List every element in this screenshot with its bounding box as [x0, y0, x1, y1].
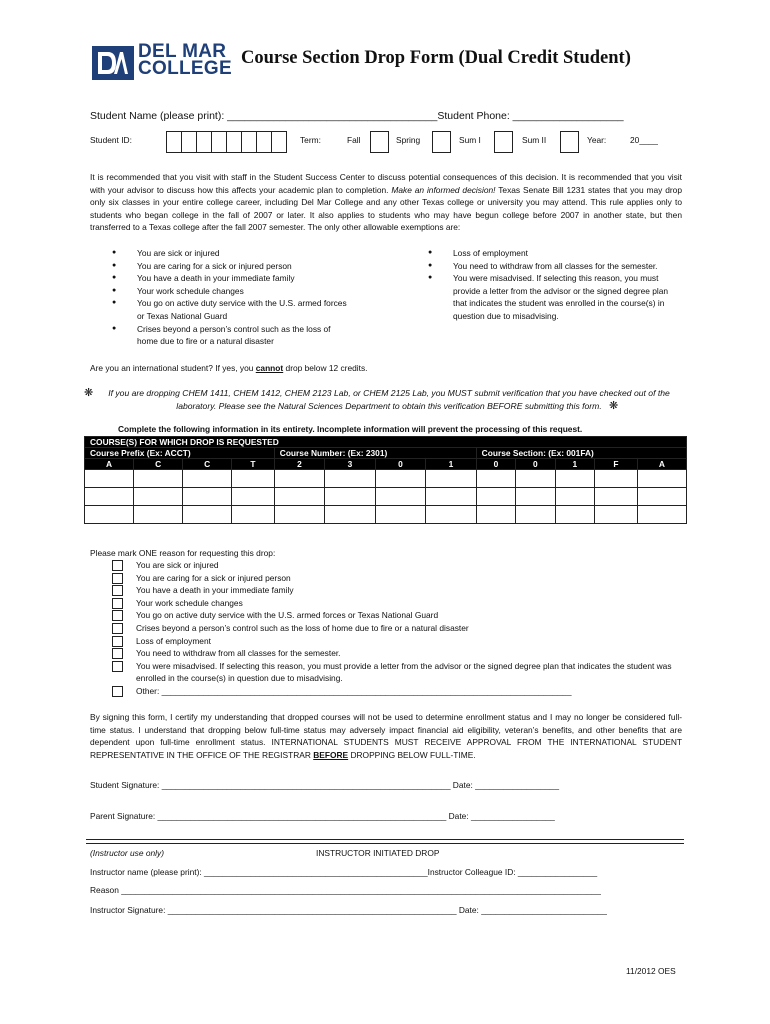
intl-text: Are you an international student? If yes, you	[90, 363, 254, 373]
list-item: ● You go on active duty service with the U.S. armed forces or Texas National Guard	[112, 297, 352, 322]
international-note	[90, 362, 367, 375]
reason-item[interactable]	[112, 572, 672, 585]
reason-list	[112, 559, 672, 698]
reason-checkbox[interactable]	[112, 661, 123, 672]
reason-label: Other: ________________________________________________________________________________________	[136, 685, 572, 696]
course-table	[84, 436, 687, 524]
reason-checkbox[interactable]	[112, 686, 123, 697]
reason-label: You have a death in your immediate family	[136, 585, 294, 596]
reason-label: Crises beyond a person’s control such as the loss of home due to fire or a natural disaster	[136, 622, 469, 633]
table-row	[85, 470, 687, 488]
intro-italic: Make an informed decision!	[391, 184, 496, 195]
reason-label: Loss of employment	[136, 635, 211, 646]
year-label: Year:	[587, 135, 607, 145]
instructor-use-only: (Instructor use only)	[90, 848, 165, 858]
reason-item[interactable]	[112, 647, 672, 660]
example-char: 0	[375, 459, 425, 470]
certification-before: BEFORE	[313, 749, 349, 760]
instructor-name-line[interactable]: Instructor name (please print): ________________________________________________Instructor Colleague ID: _________________	[90, 867, 598, 877]
student-signature-line[interactable]: Student Signature: ______________________________________________________________ Date: __________________	[90, 780, 559, 790]
term-sum2-label: Sum II	[522, 135, 547, 145]
term-spring-label: Spring	[396, 135, 421, 145]
student-name-phone-line[interactable]: Student Name (please print): ____________________________________Student Phone: ___________________	[90, 110, 624, 122]
example-char: 0	[476, 459, 515, 470]
reason-item[interactable]	[112, 685, 672, 698]
reason-item[interactable]	[112, 584, 672, 597]
term-sum1-checkbox[interactable]	[494, 131, 513, 153]
reason-label: You are sick or injured	[136, 560, 219, 570]
reason-item[interactable]	[112, 609, 672, 622]
reason-item[interactable]	[112, 559, 672, 572]
logo-line2: COLLEGE	[138, 58, 232, 79]
divider	[86, 839, 684, 840]
chem-note-line2: laboratory. Please see the Natural Sciences Department to obtain this verification BEFORE submitting this form.	[176, 401, 602, 411]
instructor-signature-line[interactable]: Instructor Signature: ______________________________________________________________ Date: ___________________________	[90, 905, 607, 915]
list-item: ● Your work schedule changes	[112, 285, 352, 298]
term-fall-label: Fall	[347, 135, 361, 145]
instructor-initiated-drop: INSTRUCTOR INITIATED DROP	[316, 848, 440, 858]
prefix-label: Course Prefix (Ex: ACCT)	[85, 448, 275, 459]
example-char: 0	[516, 459, 555, 470]
example-char: A	[85, 459, 134, 470]
example-char: C	[134, 459, 183, 470]
reason-line[interactable]: Reason _______________________________________________________________________________________________________	[90, 885, 601, 895]
reason-checkbox[interactable]	[112, 598, 123, 609]
reason-label: You need to withdraw from all classes for the semester.	[136, 648, 341, 659]
certification-paragraph	[90, 711, 682, 761]
reason-label: You go on active duty service with the U.S. armed forces or Texas National Guard	[136, 610, 439, 621]
logo-line1: DEL MAR	[138, 41, 227, 62]
section-label: Course Section: (Ex: 001FA)	[476, 448, 686, 459]
example-char: T	[232, 459, 275, 470]
reason-checkbox[interactable]	[112, 636, 123, 647]
page-title: Course Section Drop Form (Dual Credit Student)	[241, 48, 631, 68]
intro-paragraph	[90, 171, 682, 234]
example-char: C	[183, 459, 232, 470]
example-char: 1	[555, 459, 594, 470]
logo-wordmark	[138, 43, 232, 77]
reason-item[interactable]	[112, 660, 672, 685]
reason-checkbox[interactable]	[112, 648, 123, 659]
reason-item[interactable]	[112, 635, 672, 648]
intl-cannot: cannot	[255, 363, 284, 373]
asterisk-icon: ❋	[609, 400, 619, 412]
divider	[86, 843, 684, 844]
reason-checkbox[interactable]	[112, 610, 123, 621]
table-row	[85, 506, 687, 524]
chem-note	[84, 387, 694, 413]
list-item: ● Loss of employment	[428, 247, 683, 260]
del-mar-logo-icon	[92, 46, 134, 80]
list-item: ● Crises beyond a person’s control such as the loss of home due to fire or a natural disaster	[112, 323, 352, 348]
chem-note-line1: If you are dropping CHEM 1411, CHEM 1412, CHEM 2123 Lab, or CHEM 2125 Lab, you MUST submit verification that you have checked out of the	[108, 388, 670, 398]
reason-checkbox[interactable]	[112, 585, 123, 596]
course-instruction: Complete the following information in its entirety. Incomplete information will prevent the processing of this request.	[118, 424, 583, 434]
certification-text: By signing this form, I certify my understanding that dropped courses will not be used to determine enrollment status and I may no longer be considered full-time status. I understand that dropping below full-time status may adversely impact financial aid eligibility, veteran’s benefits, and other benefits that are dependent upon full-time enrollment status. INTERNATIONAL STUDENTS MUST RECEIVE APPROVAL FROM THE INTERNATIONAL STUDENT REPRESENTATIVE IN THE OFFICE OF THE REGISTRAR	[90, 712, 682, 760]
list-item: ● You are caring for a sick or injured person	[112, 260, 352, 273]
student-id-boxes[interactable]	[166, 131, 286, 158]
example-char: A	[637, 459, 686, 470]
example-char: F	[595, 459, 638, 470]
form-code: 11/2012 OES	[626, 966, 676, 976]
example-char: 2	[274, 459, 324, 470]
table-row	[85, 488, 687, 506]
parent-signature-line[interactable]: Parent Signature: ______________________________________________________________ Date: __________________	[90, 811, 555, 821]
intro-text: It is recommended that you visit with staff in the Student Success Center to discuss potential consequences of this decision. It is recommended that you visit with your advisor to discuss how this affects your academic plan to completion.	[90, 172, 682, 195]
reason-label: You are caring for a sick or injured person	[136, 572, 291, 583]
reason-checkbox[interactable]	[112, 560, 123, 571]
list-item: ● You are sick or injured	[112, 247, 352, 260]
list-item: ● You have a death in your immediate family	[112, 272, 352, 285]
asterisk-icon: ❋	[84, 387, 94, 399]
reason-checkbox[interactable]	[112, 573, 123, 584]
reason-item[interactable]	[112, 597, 672, 610]
course-table-heading: COURSE(S) FOR WHICH DROP IS REQUESTED	[85, 437, 687, 448]
example-char: 1	[426, 459, 477, 470]
number-label: Course Number: (Ex: 2301)	[274, 448, 476, 459]
term-sum1-label: Sum I	[459, 135, 481, 145]
exemption-list-left	[112, 247, 352, 348]
list-item: ● You need to withdraw from all classes for the semester.	[428, 260, 683, 273]
student-id-label: Student ID:	[90, 135, 132, 145]
year-field[interactable]: 20____	[630, 135, 658, 145]
intl-text-post: drop below 12 credits.	[285, 363, 368, 373]
reason-item[interactable]	[112, 622, 672, 635]
certification-tail: DROPPING BELOW FULL-TIME.	[350, 749, 476, 760]
exemption-list-right	[428, 247, 683, 323]
list-item: ● You were misadvised. If selecting this reason, you must provide a letter from the advisor or the signed degree plan that indicates the student was enrolled in the course(s) in question due to misadvising.	[428, 272, 683, 322]
reason-label: Your work schedule changes	[136, 597, 243, 608]
reason-label: You were misadvised. If selecting this reason, you must provide a letter from the advisor or the signed degree plan that indicates the student was enrolled in the course(s) in question due to misadvising.	[136, 660, 672, 684]
intro-text-rest: Texas Senate Bill 1231 states that you may drop only six classes in your entire college career, including Del Mar College and any other Texas college or university you may attend. This rule applies only to students who began college in the fall of 2007 or later. It also applies to students who may have begun college before 2007 in another state, but then transferred to a Texas college after the fall 2007 semester. The only other allowable exemptions are:	[90, 184, 682, 233]
term-fall-checkbox[interactable]	[370, 131, 389, 153]
term-sum2-checkbox[interactable]	[560, 131, 579, 153]
term-spring-checkbox[interactable]	[432, 131, 451, 153]
reason-checkbox[interactable]	[112, 623, 123, 634]
reasons-heading: Please mark ONE reason for requesting this drop:	[90, 548, 276, 558]
example-char: 3	[325, 459, 375, 470]
term-label: Term:	[300, 135, 321, 145]
